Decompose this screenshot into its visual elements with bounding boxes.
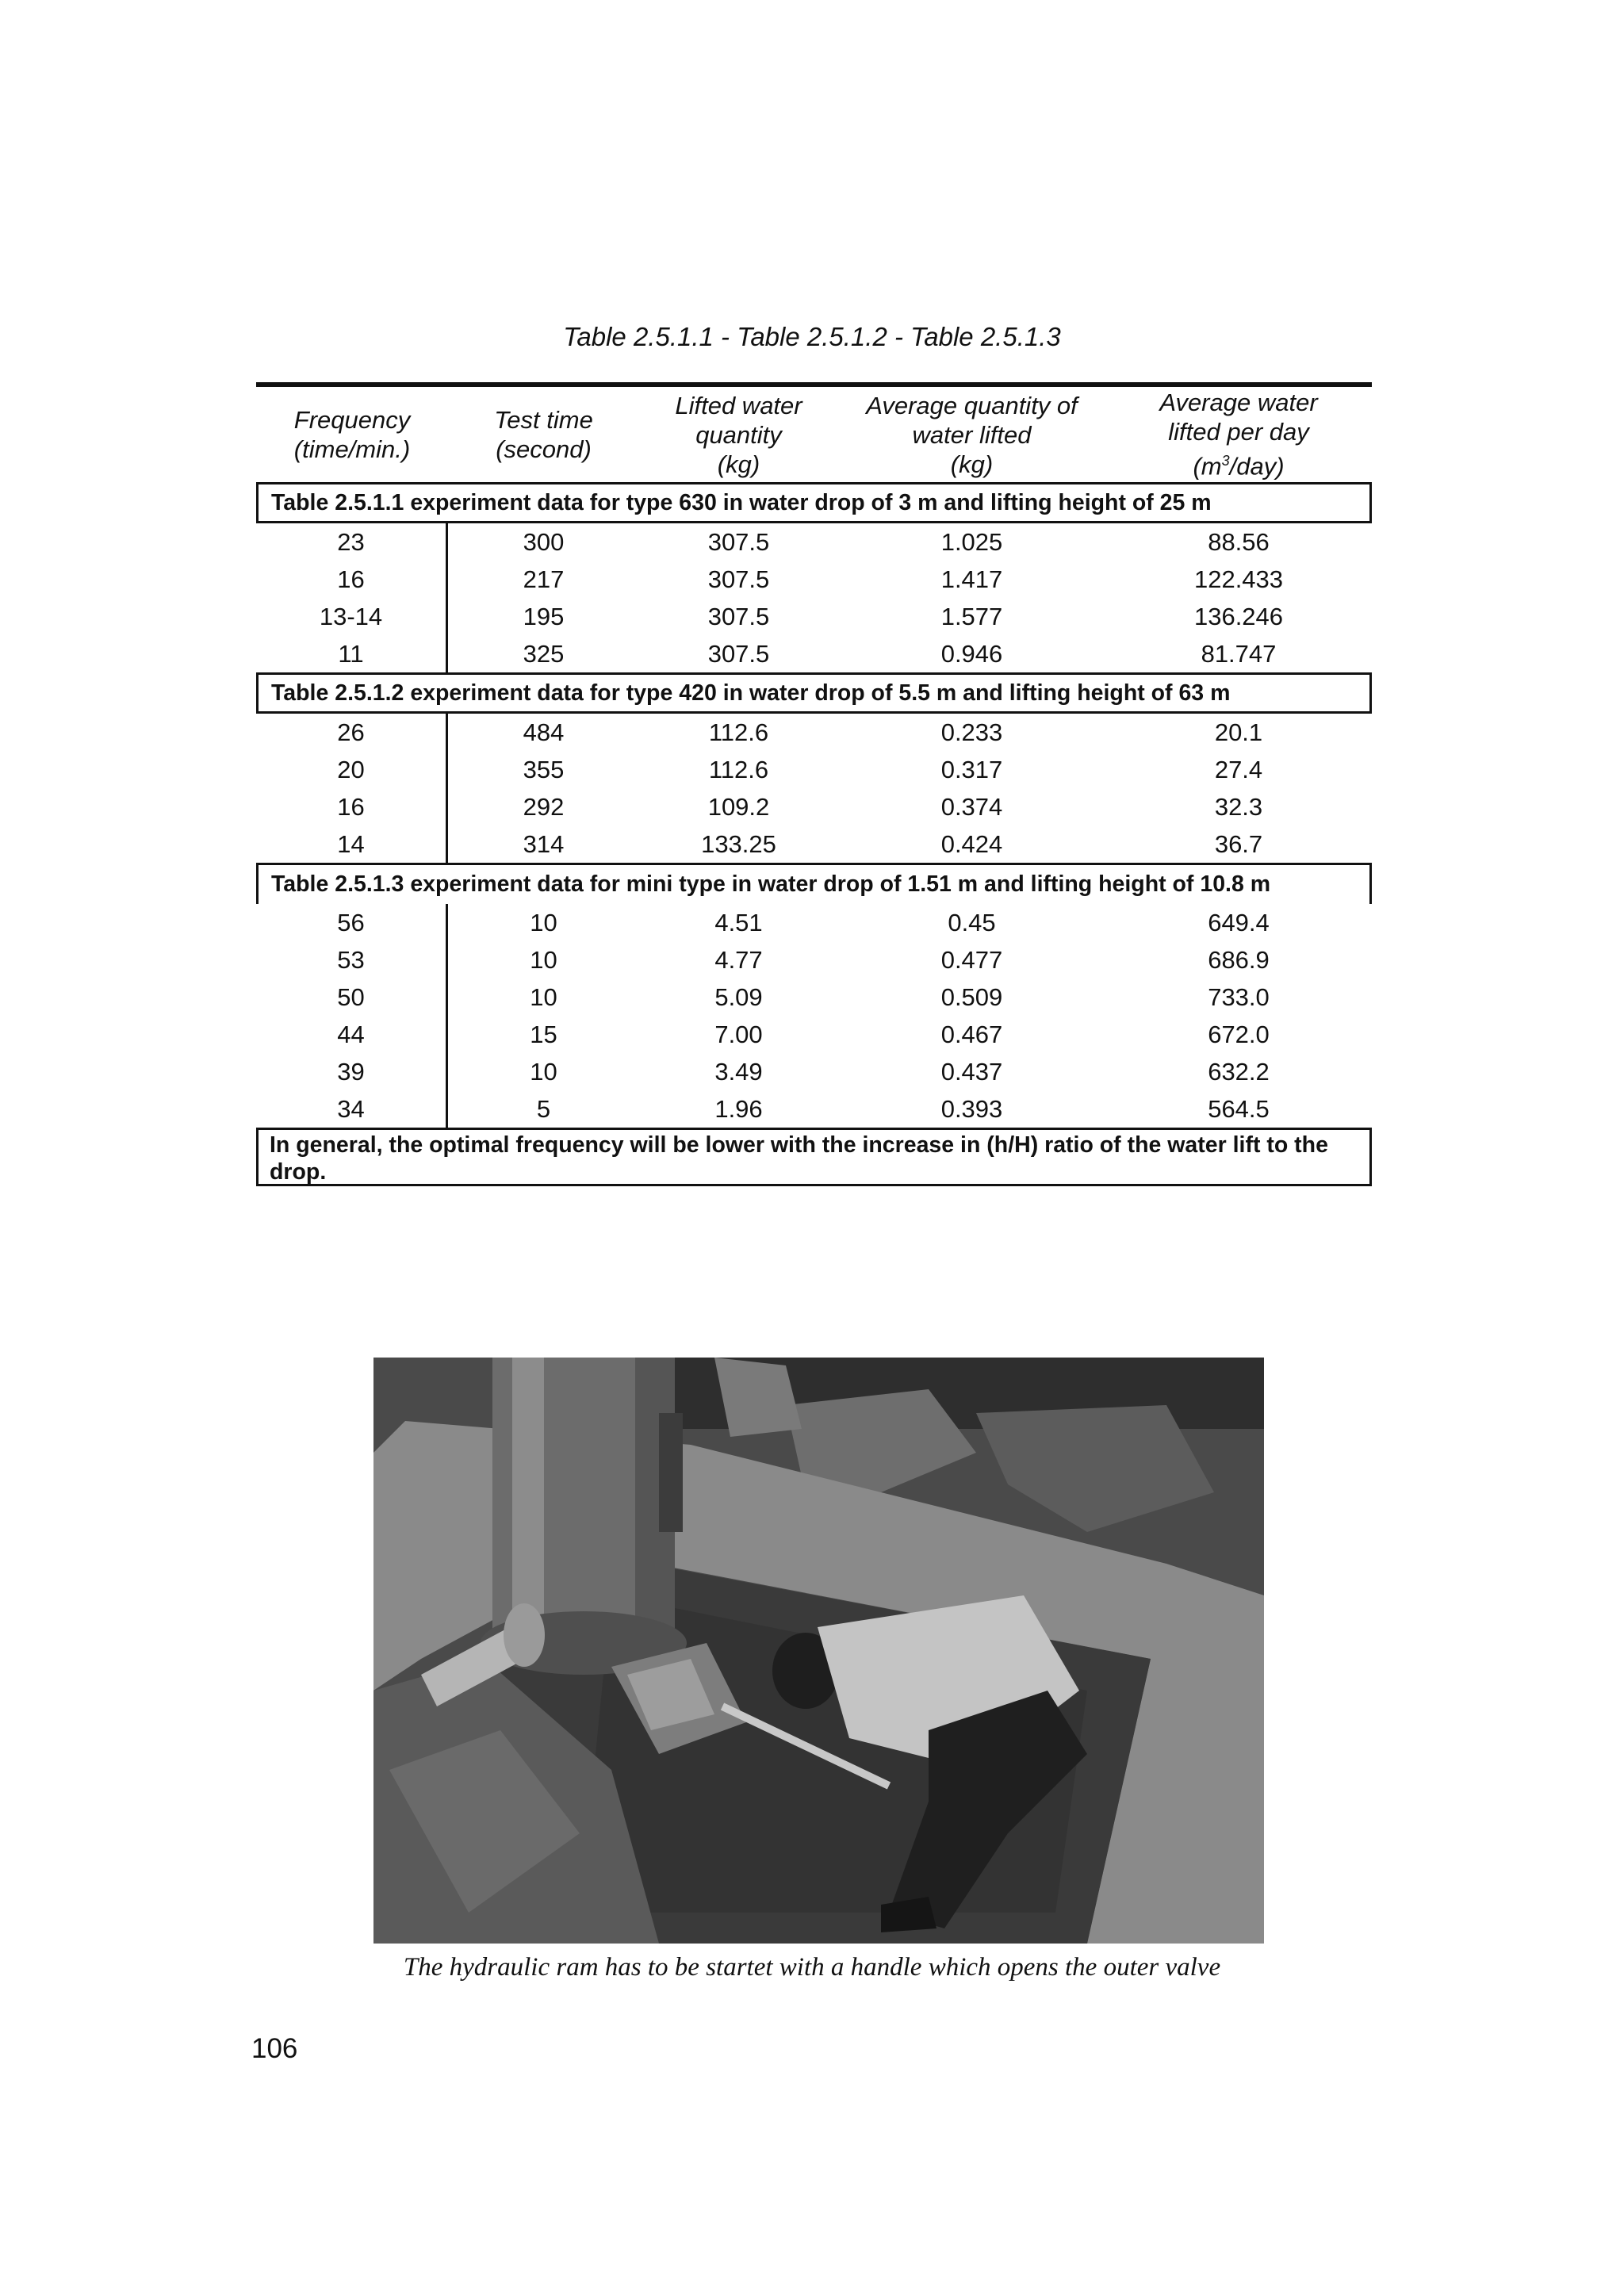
cell-test-time: 195 [523,602,565,630]
cell-frequency: 39 [256,1053,448,1090]
header-text: (kg) [950,450,994,478]
cell-lifted-quantity: 1.96 [714,1094,763,1123]
cell-lifted-quantity: 112.6 [708,718,769,746]
header-lifted-water [639,387,838,482]
cell-frequency: 53 [256,941,448,978]
section-heading: Table 2.5.1.2 experiment data for type 420 in water drop of 5.5 m and lifting height of 63 m [256,672,1372,714]
cell-lifted-quantity: 307.5 [707,527,770,556]
cell-test-time: 300 [523,527,565,556]
cell-average-quantity: 0.437 [940,1057,1003,1086]
table-row [256,825,1372,863]
table-row [256,941,1372,978]
cell-average-per-day: 27.4 [1214,755,1263,783]
table-row [256,598,1372,635]
cell-average-per-day: 36.7 [1214,829,1263,858]
cell-lifted-quantity: 109.2 [707,792,770,821]
cell-frequency: 16 [256,788,448,825]
unit-text: (m [1193,452,1222,481]
cell-average-per-day: 632.2 [1208,1057,1270,1086]
header-text: quantity [695,420,782,449]
cell-average-per-day: 81.747 [1201,639,1277,668]
cell-lifted-quantity: 112.6 [708,755,769,783]
cell-test-time: 314 [523,829,565,858]
header-text [1193,446,1284,481]
cell-frequency: 34 [256,1090,448,1128]
header-frequency [256,387,448,482]
cell-lifted-quantity: 4.77 [714,945,763,974]
table-row [256,1090,1372,1128]
cell-average-quantity: 1.577 [940,602,1003,630]
cell-test-time: 292 [523,792,565,821]
section-heading: Table 2.5.1.1 experiment data for type 630 in water drop of 3 m and lifting height of 25 m [256,482,1372,523]
cell-test-time: 5 [536,1094,551,1123]
table-row [256,978,1372,1016]
header-average-per-day [1105,387,1372,482]
cell-test-time: 15 [530,1020,557,1048]
cell-average-per-day: 733.0 [1208,982,1270,1011]
cell-average-quantity: 0.477 [940,945,1003,974]
table-row [256,751,1372,788]
cell-frequency: 16 [256,561,448,598]
cell-average-quantity: 0.946 [940,639,1003,668]
cell-average-per-day: 122.433 [1193,565,1284,593]
table-row [256,1016,1372,1053]
cell-test-time: 10 [530,945,557,974]
photo-caption: The hydraulic ram has to be startet with a handle which opens the outer valve [403,1953,1221,1982]
table-header [256,387,1372,482]
header-text: water lifted [912,420,1032,449]
cell-average-per-day: 672.0 [1208,1020,1270,1048]
cell-average-quantity: 0.393 [940,1094,1003,1123]
cell-lifted-quantity: 7.00 [714,1020,763,1048]
cell-average-per-day: 20.1 [1214,718,1263,746]
cell-average-quantity: 0.233 [940,718,1003,746]
cell-frequency: 14 [256,825,448,863]
table-row [256,635,1372,672]
cell-frequency: 23 [256,523,448,561]
cell-frequency: 56 [256,904,448,941]
hydraulic-ram-photo [373,1358,1264,1944]
cell-average-quantity: 0.467 [940,1020,1003,1048]
cell-average-per-day: 88.56 [1208,527,1270,556]
header-average-quantity [838,387,1105,482]
cell-average-per-day: 564.5 [1208,1094,1270,1123]
table-row [256,788,1372,825]
cell-lifted-quantity: 307.5 [707,602,770,630]
cell-average-quantity: 0.317 [940,755,1003,783]
cell-lifted-quantity: 3.49 [714,1057,763,1086]
cell-lifted-quantity: 5.09 [714,982,763,1011]
cell-test-time: 10 [530,982,557,1011]
section-heading: Table 2.5.1.3 experiment data for mini type in water drop of 1.51 m and lifting height of 10.8 m [256,863,1372,904]
table-note: In general, the optimal frequency will be lower with the increase in (h/H) ratio of the water lift to the drop. [256,1128,1372,1186]
cell-average-per-day: 136.246 [1193,602,1284,630]
cell-average-quantity: 0.374 [940,792,1003,821]
table-row [256,1053,1372,1090]
cell-average-quantity: 0.424 [940,829,1003,858]
header-text: lifted per day [1168,418,1309,446]
table-row [256,523,1372,561]
header-text: Average water [1159,389,1318,417]
cell-average-per-day: 686.9 [1208,945,1270,974]
cell-lifted-quantity: 307.5 [707,565,770,593]
cell-test-time: 10 [530,908,557,936]
cell-average-per-day: 32.3 [1214,792,1263,821]
cell-frequency: 26 [256,714,448,751]
table-row [256,714,1372,751]
unit-superscript: 3 [1221,453,1230,469]
unit-text: /day) [1229,452,1285,481]
cell-test-time: 10 [530,1057,557,1086]
header-text: Lifted water [675,391,802,419]
header-text: Average quantity of [866,391,1078,419]
cell-test-time: 355 [523,755,565,783]
cell-frequency: 11 [256,635,448,672]
table-row [256,561,1372,598]
cell-lifted-quantity: 4.51 [714,908,763,936]
header-text: (time/min.) [293,435,411,463]
cell-frequency: 44 [256,1016,448,1053]
cell-average-per-day: 649.4 [1208,908,1270,936]
cell-average-quantity: 0.509 [940,982,1003,1011]
header-test-time [448,387,639,482]
table-title: Table 2.5.1.1 - Table 2.5.1.2 - Table 2.5.1.3 [563,322,1061,351]
cell-average-quantity: 1.025 [940,527,1003,556]
header-text: (second) [496,435,592,463]
cell-lifted-quantity: 307.5 [707,639,770,668]
cell-frequency: 13-14 [256,598,448,635]
cell-average-quantity: 1.417 [940,565,1003,593]
header-text: (kg) [717,450,760,478]
table-row [256,904,1372,941]
header-text: Frequency [293,406,411,434]
cell-test-time: 325 [523,639,565,668]
header-text: Test time [494,406,593,434]
page-number: 106 [251,2033,298,2064]
cell-frequency: 20 [256,751,448,788]
cell-lifted-quantity: 133.25 [701,829,776,858]
cell-test-time: 217 [523,565,565,593]
data-table [256,382,1372,1186]
cell-test-time: 484 [523,718,565,746]
cell-average-quantity: 0.45 [948,908,996,936]
cell-frequency: 50 [256,978,448,1016]
